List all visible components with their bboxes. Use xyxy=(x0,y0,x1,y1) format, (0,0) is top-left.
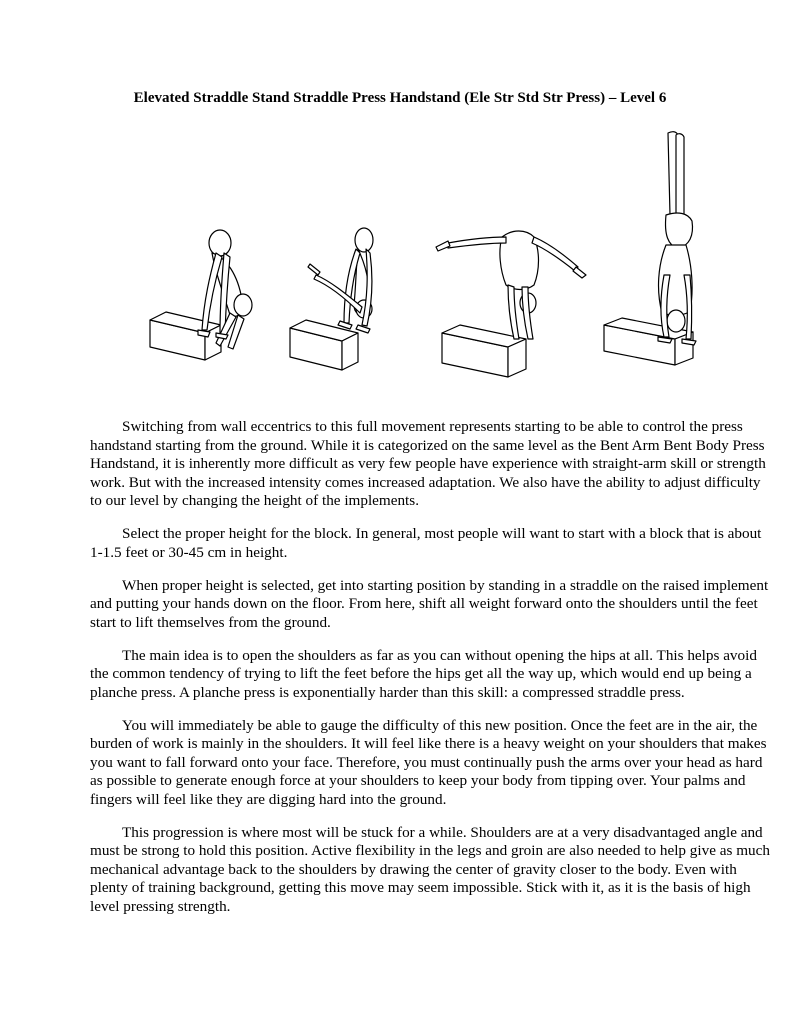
exercise-illustration xyxy=(130,125,710,390)
stage-2-weight-shift-figure xyxy=(290,228,373,370)
paragraph-main-idea: The main idea is to open the shoulders as far as you can without opening the hips at all. This helps avoid the common tendency of trying to lift the feet before the hips get all the way up, which would end up being a planche press. A planche press is exponentially harder than this skill: a compressed straddle press. xyxy=(90,646,757,701)
stage-3-mannequin xyxy=(436,231,586,339)
body-text xyxy=(90,418,770,931)
stage-4-handstand-figure xyxy=(604,132,696,365)
stage-1-straddle-stand-figure xyxy=(150,230,252,360)
paragraph-starting-position: When proper height is selected, get into starting position by standing in a straddle on the raised implement and putting your hands down on the floor. From here, shift all weight forward onto the shoulders until the feet start to lift themselves from the ground. xyxy=(90,576,769,631)
stage-2-mannequin xyxy=(308,228,373,333)
paragraph-progression: This progression is where most will be stuck for a while. Shoulders are at a very disadvantaged angle and must be strong to hold this position. Active flexibility in the legs and groin are also needed to help give as much mechanical advantage back to the shoulders by drawing the center of gravity closer to the body. Even with plenty of training background, getting this move may seem impossible. Stick with it, as it is the basis of high level pressing strength. xyxy=(90,823,770,915)
stage-4-mannequin xyxy=(658,132,696,345)
paragraph-block-height: Select the proper height for the block. In general, most people will want to start with a block that is about 1-1.5 feet or 30-45 cm in height. xyxy=(90,525,762,561)
stage-1-block xyxy=(150,312,221,360)
page-title: Elevated Straddle Stand Straddle Press Handstand (Ele Str Std Str Press) – Level 6 xyxy=(133,90,667,106)
paragraph-intro: Switching from wall eccentrics to this full movement represents starting to be able to control the press handstand starting from the ground. While it is categorized on the same level as the Bent Arm Bent Body Press Handstand, it is inherently more difficult as very few people have experience with straight-arm skill or strength work. But with the increased intensity comes increased adaptation. We also have the ability to adjust difficulty to our level by changing the height of the implements. xyxy=(90,418,766,509)
stage-1-mannequin xyxy=(198,230,252,349)
paragraph-difficulty: You will immediately be able to gauge the difficulty of this new position. Once the feet are in the air, the burden of work is mainly in the shoulders. It will feel like there is a heavy weight on your shoulders that makes you want to fall forward onto your face. Therefore, you must continually push the arms over your head as hard as possible to generate enough force at your shoulders to keep your body from tipping over. Your palms and fingers will feel like they are digging hard into the ground. xyxy=(90,716,767,808)
stage-3-straddle-press-figure xyxy=(436,231,586,377)
